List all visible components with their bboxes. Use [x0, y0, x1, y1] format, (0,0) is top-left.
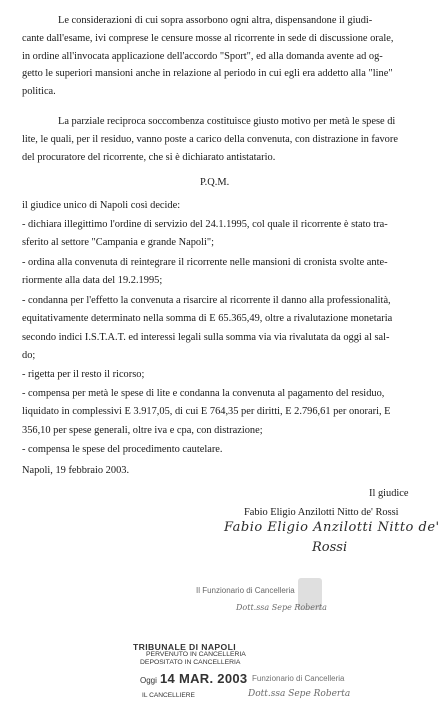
- court-stamp-line-2: DEPOSITATO IN CANCELLERIA: [140, 659, 241, 666]
- court-stamp-date: 14 MAR. 2003: [160, 671, 248, 686]
- pqm-heading: P.Q.M.: [200, 177, 230, 188]
- court-stamp-oggi: Oggi: [140, 676, 157, 685]
- judge-name: Fabio Eligio Anzilotti Nitto de' Rossi: [244, 507, 399, 518]
- decision-line-13: - compensa le spese del procedimento cautelare.: [22, 444, 223, 455]
- decision-intro: il giudice unico di Napoli così decide:: [22, 200, 181, 211]
- decision-line-6: equitativamente determinato nella somma di E 65.365,49, oltre a rivalutazione monetaria: [22, 313, 393, 324]
- decision-line-2: sferito al settore "Campania e grande Napoli";: [22, 237, 214, 248]
- signature-title: Il giudice: [369, 488, 409, 499]
- decision-line-3: - ordina alla convenuta di reintegrare il ricorrente nelle mansioni di cronista svolte ante-: [22, 257, 388, 268]
- funzionario-stamp: Il Funzionario di Cancelleria: [196, 586, 295, 595]
- court-stamp-title: TRIBUNALE DI NAPOLI: [133, 642, 237, 652]
- handwritten-signature-line-2: Rossi: [312, 540, 348, 555]
- decision-line-4: riormente alla data del 19.2.1995;: [22, 275, 163, 286]
- court-stamp-funzionario: Funzionario di Cancelleria: [252, 674, 345, 683]
- paragraph-2-line-2: lite, le quali, per il residuo, vanno poste a carico della convenuta, con distrazione in favore: [22, 134, 398, 145]
- paragraph-1-line-1: Le considerazioni di cui sopra assorbono ogni altra, dispensandone il giudi-: [58, 15, 373, 26]
- court-stamp-cancelliere: IL CANCELLIERE: [142, 692, 195, 699]
- decision-line-12: 356,10 per spese generali, oltre iva e cpa, con distrazione;: [22, 425, 263, 436]
- paragraph-1-line-5: politica.: [22, 86, 56, 97]
- decision-line-9: - rigetta per il resto il ricorso;: [22, 369, 145, 380]
- decision-line-1: - dichiara illegittimo l'ordine di servizio del 24.1.1995, col quale il ricorrente è stato tra-: [22, 219, 388, 230]
- paragraph-2-line-3: del procuratore del ricorrente, che si è dichiarato antistatario.: [22, 152, 276, 163]
- court-stamp-line-1: PERVENUTO IN CANCELLERIA: [146, 651, 246, 658]
- decision-line-8: do;: [22, 350, 36, 361]
- handwritten-signature-line-1: Fabio Eligio Anzilotti Nitto de': [224, 520, 440, 535]
- funzionario-stamp-signature: Dott.ssa Sepe Roberta: [236, 603, 327, 612]
- decision-line-10: - compensa per metà le spese di lite e condanna la convenuta al pagamento del residuo,: [22, 388, 385, 399]
- decision-line-7: secondo indici I.S.T.A.T. ed interessi legali sulla somma via via rivalutata da oggi al sal-: [22, 332, 390, 343]
- court-stamp-signature: Dott.ssa Sepe Roberta: [248, 689, 351, 699]
- paragraph-1-line-3: in ordine all'invocata applicazione dell'accordo "Sport", ed alla domanda avente ad og-: [22, 51, 383, 62]
- stamp-smudge: [298, 578, 322, 610]
- decision-line-11: liquidato in complessivi E 3.917,05, di cui E 764,35 per diritti, E 2.796,61 per onorari, E: [22, 406, 391, 417]
- paragraph-1-line-2: cante dall'esame, ivi comprese le censure mosse al ricorrente in sede di discussione orale,: [22, 33, 394, 44]
- paragraph-1-line-4: getto le superiori mansioni anche in relazione al periodo in cui egli era addetto alla "line": [22, 68, 393, 79]
- date-place: Napoli, 19 febbraio 2003.: [22, 465, 130, 476]
- decision-line-5: - condanna per l'effetto la convenuta a risarcire al ricorrente il danno alla professionalità,: [22, 295, 391, 306]
- paragraph-2-line-1: La parziale reciproca soccombenza costituisce giusto motivo per metà le spese di: [58, 116, 396, 127]
